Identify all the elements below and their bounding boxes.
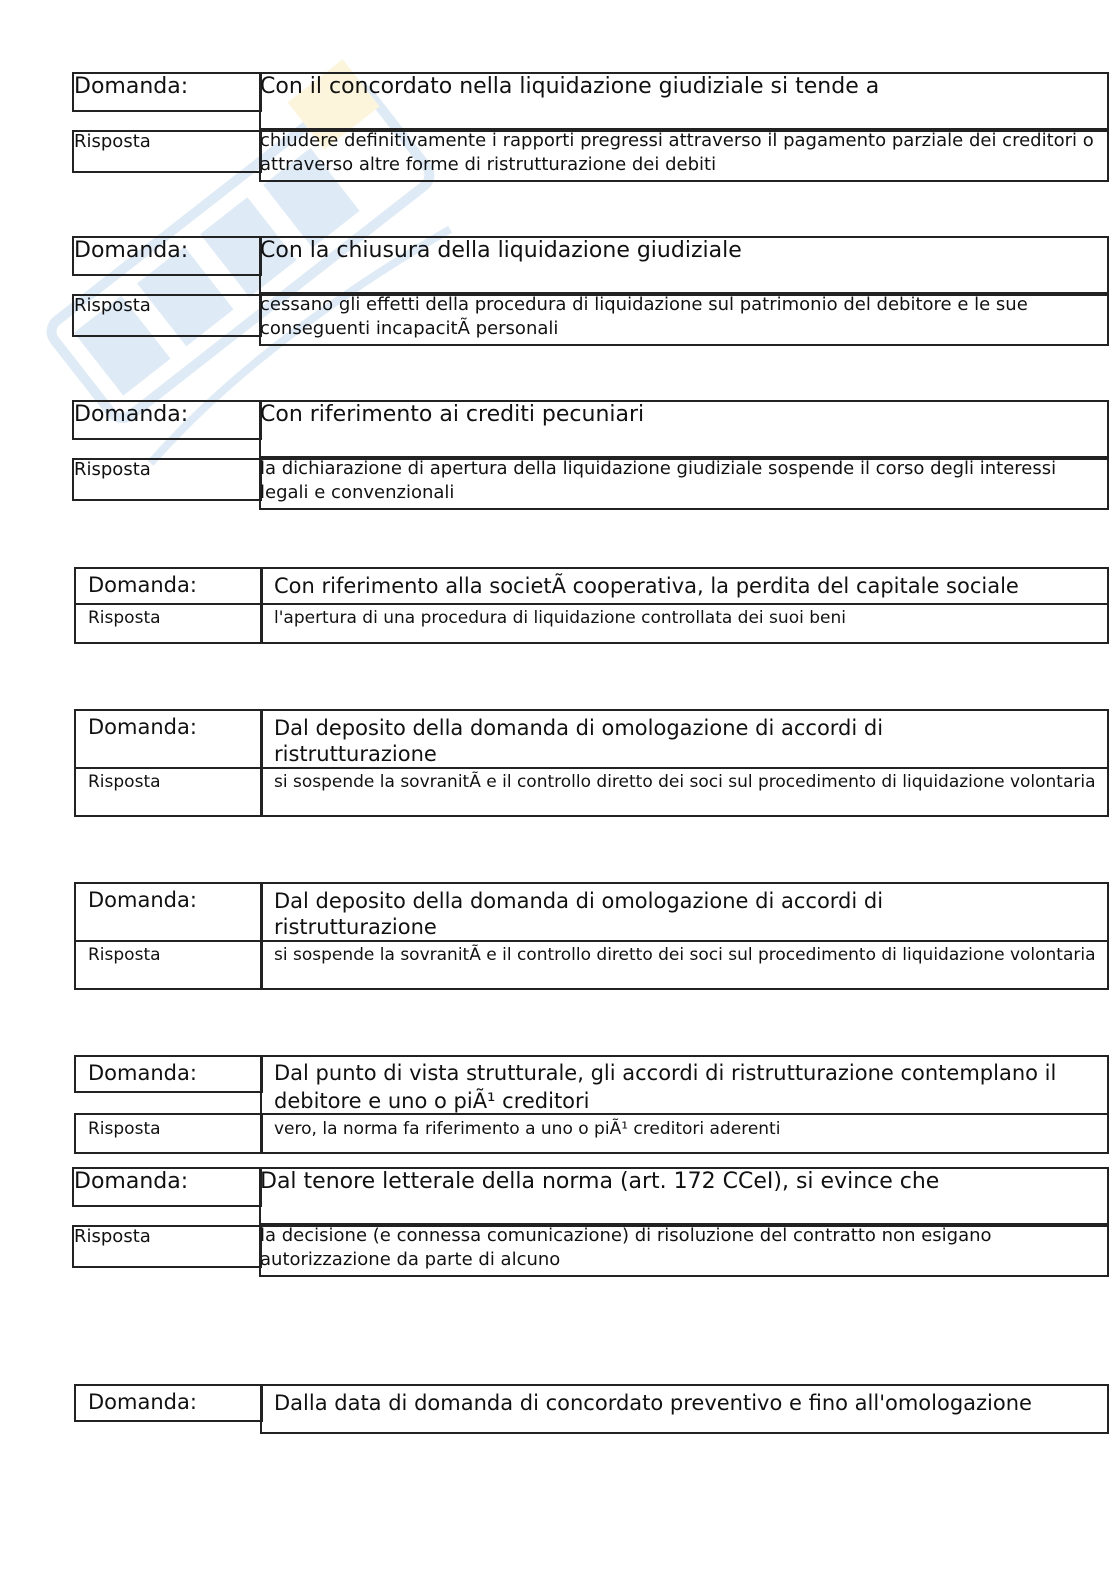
domanda-text: Con riferimento alla societÃ cooperativa, la perdita del capitale sociale — [274, 574, 1019, 598]
domanda-label: Domanda: — [74, 1169, 189, 1194]
risposta-label: Risposta — [88, 1119, 161, 1139]
risposta-label: Risposta — [88, 945, 161, 965]
risposta-label: Risposta — [74, 295, 151, 316]
domanda-text: Dal tenore letterale della norma (art. 172 CCeI), si evince che — [260, 1169, 940, 1194]
domanda-label: Domanda: — [74, 402, 189, 427]
risposta-text: chiudere definitivamente i rapporti pregressi attraverso il pagamento parziale dei creditori o attraverso altre forme di ristrutturazione dei debiti — [260, 130, 1094, 175]
risposta-text: cessano gli effetti della procedura di liquidazione sul patrimonio del debitore e le sue conseguenti incapacitÃ personali — [260, 294, 1028, 339]
risposta-label: Risposta — [88, 772, 161, 792]
domanda-label: Domanda: — [74, 238, 189, 263]
risposta-text: la dichiarazione di apertura della liquidazione giudiziale sospende il corso degli interessi legali e convenzionali — [260, 458, 1057, 503]
risposta-text: si sospende la sovranitÃ e il controllo diretto dei soci sul procedimento di liquidazione volontaria — [274, 945, 1096, 965]
domanda-text: Con il concordato nella liquidazione giudiziale si tende a — [260, 74, 880, 99]
domanda-label: Domanda: — [88, 715, 197, 739]
risposta-text: si sospende la sovranitÃ e il controllo diretto dei soci sul procedimento di liquidazione volontaria — [274, 772, 1096, 792]
risposta-label: Risposta — [74, 459, 151, 480]
domanda-label: Domanda: — [88, 573, 197, 597]
domanda-label: Domanda: — [88, 888, 197, 912]
risposta-label: Risposta — [74, 1226, 151, 1247]
risposta-text: la decisione (e connessa comunicazione) di risoluzione del contratto non esigano autorizzazione da parte di alcuno — [260, 1225, 992, 1270]
domanda-text: Dalla data di domanda di concordato preventivo e fino all'omologazione — [274, 1391, 1032, 1415]
domanda-text: Dal punto di vista strutturale, gli accordi di ristrutturazione contemplano il debitore e uno o piÃ¹ creditori — [274, 1061, 1057, 1113]
risposta-label: Risposta — [88, 608, 161, 628]
risposta-text: l'apertura di una procedura di liquidazione controllata dei suoi beni — [274, 608, 846, 628]
domanda-label: Domanda: — [88, 1061, 197, 1085]
domanda-label: Domanda: — [88, 1390, 197, 1414]
domanda-text: Con riferimento ai crediti pecuniari — [260, 402, 645, 427]
risposta-label: Risposta — [74, 131, 151, 152]
risposta-text: vero, la norma fa riferimento a uno o piÃ¹ creditori aderenti — [274, 1119, 781, 1139]
domanda-text: Con la chiusura della liquidazione giudiziale — [260, 238, 742, 263]
domanda-text: Dal deposito della domanda di omologazione di accordi di ristrutturazione — [274, 889, 884, 939]
domanda-label: Domanda: — [74, 74, 189, 99]
domanda-text: Dal deposito della domanda di omologazione di accordi di ristrutturazione — [274, 716, 884, 766]
